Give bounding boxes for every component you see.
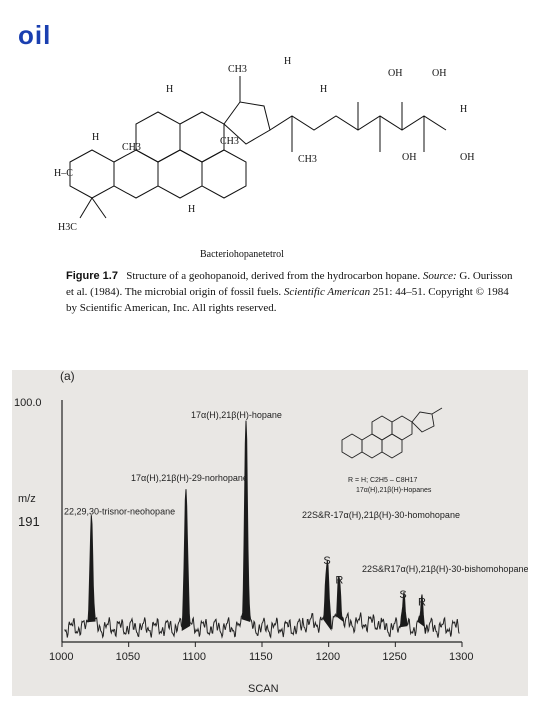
ch3-label-1: CH3 xyxy=(228,64,247,75)
h-label-4: H xyxy=(320,84,328,95)
x-tick-label: 1150 xyxy=(249,651,273,663)
peak-1 xyxy=(182,490,191,631)
oh-label-2: OH xyxy=(432,68,447,79)
x-tick-label: 1300 xyxy=(449,651,474,663)
homohopane-group-label: 22S&R-17α(H),21β(H)-30-homohopane xyxy=(302,510,460,520)
x-tick-label: 1250 xyxy=(382,651,407,663)
figure-caption xyxy=(66,268,516,316)
h-label-6: H xyxy=(188,204,196,215)
hc-label: H–C xyxy=(54,168,73,179)
y-top-label: 100.0 xyxy=(14,397,42,409)
peak-label-0: 22,29,30-trisnor-neohopane xyxy=(64,506,176,517)
caption-text: Structure of a geohopanoid, derived from the hydrocarbon hopane. xyxy=(126,270,421,282)
peak-label-1: 17α(H),21β(H)-29-norhopane xyxy=(131,472,248,483)
oh-label-1: OH xyxy=(388,68,403,79)
ch3-label-2: CH3 xyxy=(220,136,239,147)
oh-label-3: OH xyxy=(402,152,417,163)
bishomohopane-group-label: 22S&R17α(H),21β(H)-30-bishomohopane xyxy=(362,564,528,574)
peak-label-3: S xyxy=(323,555,331,568)
structure-title: Bacteriohopanetetrol xyxy=(200,249,284,260)
inset-formula: R = H; C2H5 – C8H17 xyxy=(348,477,418,484)
caption-label: Figure 1.7 xyxy=(66,270,118,282)
peak-3 xyxy=(323,560,332,631)
xlabel: SCAN xyxy=(248,683,279,695)
chromatogram-chart xyxy=(12,370,528,696)
caption-source-authors: G. Ourisson et al. (1984). The microbial origin of fossil fuels. xyxy=(66,270,513,298)
peak-label-2: 17α(H),21β(H)-hopane xyxy=(191,409,282,420)
bacteriohopanetetrol-structure xyxy=(40,52,510,252)
ylabel: m/z xyxy=(18,493,36,505)
x-tick-label: 1000 xyxy=(49,651,74,663)
h-label-2: H xyxy=(166,84,174,95)
x-tick-label: 1050 xyxy=(115,651,141,663)
ch3-label-4: CH3 xyxy=(298,154,317,165)
chromatogram-panel xyxy=(12,370,528,696)
x-tick-label: 1100 xyxy=(182,651,206,663)
caption-source-label: Source: xyxy=(422,270,457,282)
x-tick-label: 1200 xyxy=(315,651,341,663)
h3c-label: H3C xyxy=(58,222,77,233)
oil-logo: oil xyxy=(18,20,52,50)
peak-label-4: R xyxy=(335,574,344,587)
peak-label-6: R xyxy=(418,596,426,609)
ion-label: 191 xyxy=(18,514,40,529)
h-label-1: H xyxy=(92,132,100,143)
inset-label: 17α(H),21β(H)-Hopanes xyxy=(356,487,432,494)
hopane-inset-structure xyxy=(342,408,442,458)
panel-label: (a) xyxy=(60,370,75,383)
oh-label-4: OH xyxy=(460,152,475,163)
peak-label-5: S xyxy=(399,589,407,602)
h-label-3: H xyxy=(284,56,292,67)
caption-journal: Scientific American xyxy=(283,286,371,298)
h-label-5: H xyxy=(460,104,468,115)
ch3-label-3: CH3 xyxy=(122,142,141,153)
caption-tail: 251: 44–51. Copyright © 1984 by Scientific American, Inc. All rights reserved. xyxy=(66,286,509,314)
